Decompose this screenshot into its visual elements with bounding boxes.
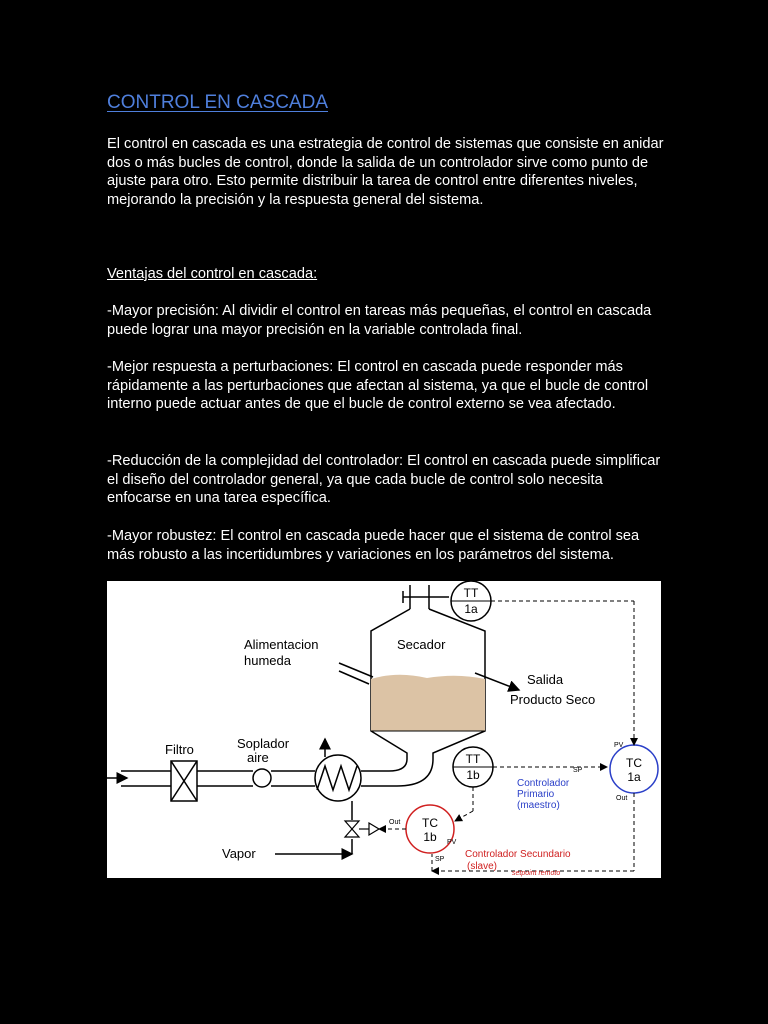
primary-out-label: Out — [616, 795, 628, 802]
heat-exchanger — [315, 755, 361, 801]
advantages-heading: Ventajas del control en cascada: — [107, 266, 318, 282]
svg-text:TC: TC — [626, 756, 642, 770]
steam-label: Vapor — [222, 846, 256, 861]
advantage-robustness: -Mayor robustez: El control en cascada puede hacer que el sistema de control sea más robusto a las incertidumbres y variaciones en los parámetros del sistema. — [107, 528, 640, 563]
blower — [253, 769, 271, 787]
svg-text:TT: TT — [463, 586, 479, 600]
blower-label-line1: Soplador — [237, 736, 290, 751]
feed-pipe — [339, 663, 373, 684]
filter-element — [171, 761, 197, 801]
page-title: CONTROL EN CASCADA — [107, 92, 328, 113]
secondary-out-label: Out — [389, 819, 401, 826]
cascade-control-diagram — [107, 581, 661, 878]
primary-controller-label-line2: Primario — [517, 789, 555, 800]
primary-controller-label-line3: (maestro) — [517, 800, 560, 811]
dry-product-fill — [371, 675, 485, 731]
primary-sp-label: SP — [573, 767, 583, 774]
svg-text:TT: TT — [465, 752, 481, 766]
filter-label: Filtro — [165, 742, 194, 757]
secondary-controller-label-line1: Controlador Secundario — [465, 849, 571, 860]
tt-1b-instrument — [453, 747, 493, 787]
primary-controller-label-line1: Controlador — [517, 778, 570, 789]
primary-pv-label: PV — [614, 742, 624, 749]
svg-text:1a: 1a — [464, 602, 478, 616]
advantage-disturbance-response: -Mejor respuesta a perturbaciones: El control en cascada puede responder más rápidamente a las perturbaciones que afectan al sistema, ya que el bucle de control interno puede actuar antes de que el bucle de control externo se vea afectado. — [107, 359, 649, 413]
feed-label-line2: humeda — [244, 653, 291, 668]
steam-line — [275, 801, 352, 854]
secondary-sp-label: SP — [435, 856, 445, 863]
remote-setpoint-label: setpoint remoto — [512, 870, 561, 877]
tt-1a-instrument — [451, 581, 491, 621]
dryer-label: Secador — [397, 637, 446, 652]
blower-label-line2: aire — [247, 750, 269, 765]
svg-text:1b: 1b — [466, 768, 480, 782]
tc-1a-controller — [610, 745, 658, 793]
advantage-complexity-reduction: -Reducción de la complejidad del controlador: El control en cascada puede simplificar el diseño del controlador general, ya que cada bucle de control solo necesita enfocarse en una tarea específica. — [107, 453, 661, 507]
secondary-pv-label: PV — [447, 839, 457, 846]
advantage-precision: -Mayor precisión: Al dividir el control en tareas más pequeñas, el control en cascada puede lograr una mayor precisión en la variable controlada final. — [107, 303, 652, 338]
output-label-line1: Salida — [527, 672, 564, 687]
intro-paragraph: El control en cascada es una estrategia de control de sistemas que consiste en anidar dos o más bucles de control, donde la salida de un controlador sirve como punto de ajuste para otro. Esto permite distribuir la tarea de control entre diferentes niveles, mejorando la precisión y la respuesta general del sistema. — [107, 136, 664, 209]
steam-control-valve — [345, 821, 379, 837]
secondary-controller-label-line2: (slave) — [467, 861, 498, 872]
output-label-line2: Producto Seco — [510, 692, 596, 707]
svg-text:TC: TC — [422, 816, 438, 830]
svg-text:1b: 1b — [423, 830, 437, 844]
air-pipeline — [121, 759, 433, 786]
feed-label-line1: Alimentacion — [244, 637, 319, 652]
svg-text:1a: 1a — [627, 770, 641, 784]
